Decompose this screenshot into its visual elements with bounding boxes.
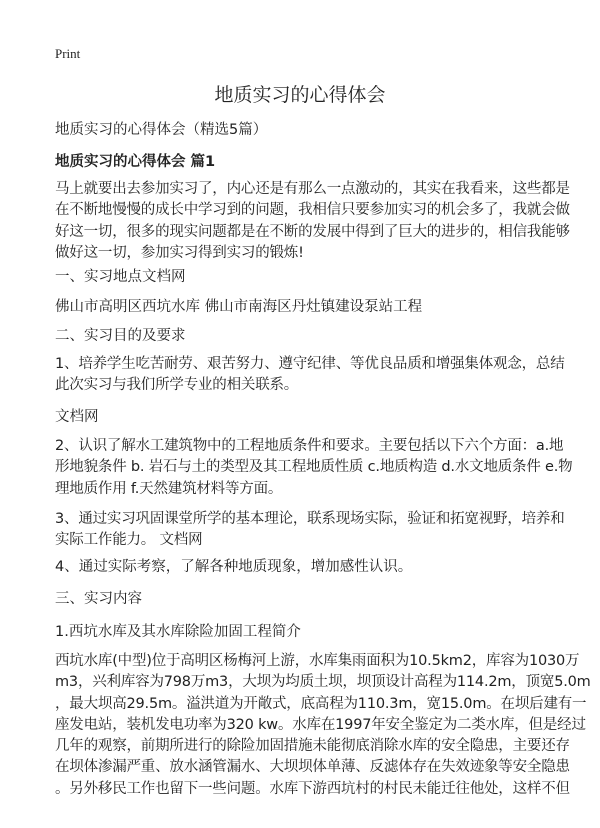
text-line: 座发电站，装机发电功率为320 kw。水库在1997年安全鉴定为二类水库，但是经过 bbox=[55, 716, 586, 733]
text-line: ，最大坝高29.5m。溢洪道为开敞式，底高程为110.3m，宽15.0m。在坝后建有一 bbox=[55, 695, 587, 712]
text-line: m3，兴利库容为798万m3，大坝为均质土坝，坝顶设计高程为114.2m，顶宽5.0m bbox=[55, 674, 591, 691]
text-line: 西坑水库(中型)位于高明区杨梅河上游，水库集雨面积为10.5km2，库容为1030万 bbox=[55, 653, 580, 669]
text-line: 2、认识了解水工建筑物中的工程地质条件和要求。主要包括以下六个方面：a.地 bbox=[55, 438, 564, 454]
text-line: 。另外移民工作也留下一些问题。水库下游西坑村的村民未能迁往他处，这样不但 bbox=[55, 780, 570, 797]
paragraph-goal-1 bbox=[55, 354, 565, 397]
paragraph-1 bbox=[55, 179, 570, 264]
text-line: 形地貌条件 b. 岩石与土的类型及其工程地质性质 c.地质构造 d.水文地质条件 e.物 bbox=[55, 459, 573, 476]
text-line: 好这一切，很多的现实问题都是在不断的发展中得到了巨大的进步的，相信我能够 bbox=[55, 223, 570, 240]
subtitle: 地质实习的心得体会（精选5篇） bbox=[55, 122, 268, 138]
text-line: 理地质作用 f.天然建筑材料等方面。 bbox=[55, 480, 283, 497]
section-content: 三、实习内容 bbox=[55, 591, 142, 607]
paragraph-goal-2 bbox=[55, 436, 573, 500]
paragraph-location: 佛山市高明区西坑水库 佛山市南海区丹灶镇建设泵站工程 bbox=[55, 299, 423, 315]
paragraph-wendang: 文档网 bbox=[55, 409, 99, 425]
subsection-xikeng: 1.西坑水库及其水库除险加固工程简介 bbox=[55, 624, 301, 640]
text-line: 实际工作能力。 文档网 bbox=[55, 532, 203, 549]
text-line: 在坝体渗漏严重、放水涵管漏水、大坝坝体单薄、反滤体存在失效迹象等安全隐患 bbox=[55, 759, 570, 776]
section-location: 一、实习地点文档网 bbox=[55, 269, 186, 285]
document-title: 地质实习的心得体会 bbox=[214, 84, 386, 106]
paragraph-xikeng bbox=[55, 651, 591, 800]
text-line: 在不断地慢慢的成长中学习到的问题，我相信只要参加实习的机会多了，我就会做 bbox=[55, 202, 570, 219]
section-goals: 二、实习目的及要求 bbox=[55, 328, 186, 344]
text-line: 1、培养学生吃苦耐劳、艰苦努力、遵守纪律、等优良品质和增强集体观念，总结 bbox=[55, 356, 565, 372]
print-label[interactable]: Print bbox=[55, 46, 81, 61]
text-line: 3、通过实习巩固课堂所学的基本理论，联系现场实际，验证和拓宽视野，培养和 bbox=[55, 511, 565, 527]
section-heading: 地质实习的心得体会 篇1 bbox=[55, 154, 216, 170]
text-line: 做好这一切，参加实习得到实习的锻炼! bbox=[55, 244, 304, 261]
paragraph-goal-4: 4、通过实际考察，了解各种地质现象，增加感性认识。 bbox=[55, 559, 413, 575]
paragraph-goal-3 bbox=[55, 509, 565, 552]
text-line: 马上就要出去参加实习了，内心还是有那么一点激动的，其实在我看来，这些都是 bbox=[55, 181, 570, 197]
text-line: 几年的观察，前期所进行的除险加固措施未能彻底消除水库的安全隐患，主要还存 bbox=[55, 738, 570, 755]
text-line: 此次实习与我们所学专业的相关联系。 bbox=[55, 377, 299, 394]
